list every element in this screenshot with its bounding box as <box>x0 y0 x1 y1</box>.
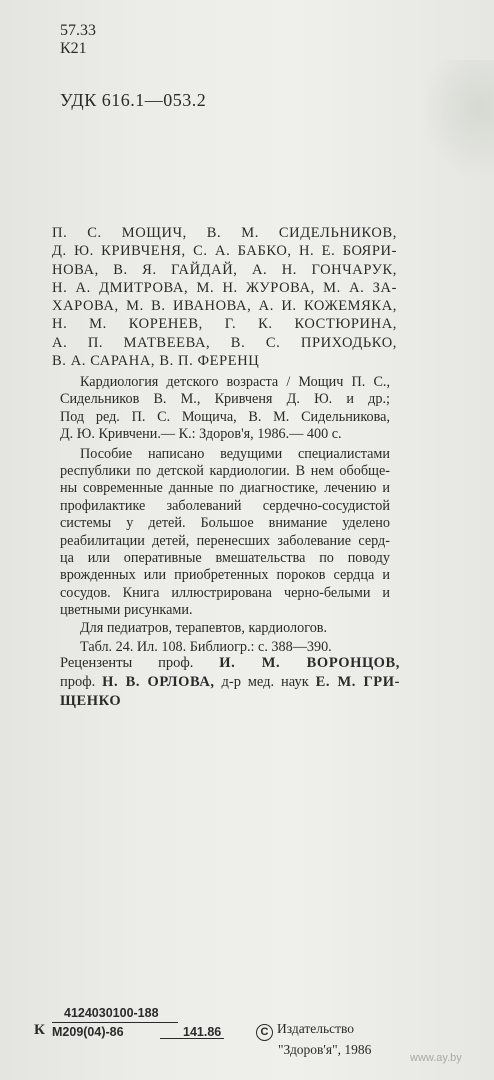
classification-code-2: К21 <box>60 40 87 57</box>
publisher-name-year: "Здоров'я", 1986 <box>278 1042 372 1057</box>
annotation-line: системы у детей. Большое внимание уделено <box>60 515 390 532</box>
publisher-label: Издательство <box>277 1021 355 1036</box>
annotation-line: сосудов. Книга иллюстрирована черно-белыми и <box>60 584 390 601</box>
copyright-block <box>256 1020 371 1059</box>
author-line: Д. Ю. КРИВЧЕНЯ, С. А. БАБКО, Н. Е. БОЯРИ- <box>52 243 397 260</box>
catalog-index-denominator: М209(04)-86 <box>52 1025 124 1039</box>
bibliographic-description <box>60 374 390 657</box>
annotation-line: ца или оперативные вмешательства по поводу <box>60 550 390 567</box>
reviewers-line-3 <box>60 692 400 711</box>
annotation-line: ны современные данные по диагностике, лечению и <box>60 480 390 497</box>
reviewers-line-2 <box>60 673 400 692</box>
annotation-line: реабилитации детей, перенесших заболевание серд- <box>60 532 390 549</box>
catalog-letter: К <box>34 1022 45 1038</box>
page-shadow <box>420 60 494 180</box>
authors-block <box>52 224 397 370</box>
reviewer-name: И. М. ВОРОНЦОВ, <box>219 655 401 671</box>
copyright-line-1 <box>256 1020 371 1041</box>
reviewer-name: Е. М. ГРИ- <box>315 674 401 690</box>
annotation-line: врожденных или приобретенных пороков сердца и <box>60 567 390 584</box>
annotation-line: цветными рисунками. <box>60 602 193 619</box>
annotation-line: профилактике заболеваний сердечно-сосудистой <box>60 497 390 514</box>
catalog-index-fraction <box>52 1006 178 1039</box>
reviewer-degree: д-р мед. наук <box>221 674 309 690</box>
annotation-line: Пособие написано ведущими специалистами <box>80 445 390 462</box>
price-code: 141.86 <box>183 1025 222 1039</box>
citation-line: Под ред. П. С. Мощича, В. М. Сидельникова, <box>60 408 390 425</box>
reviewer-title: проф. <box>60 674 96 690</box>
author-line: А. П. МАТВЕЕВА, В. С. ПРИХОДЬКО, <box>52 334 397 351</box>
copyright-icon: C <box>256 1024 273 1041</box>
citation-line: Д. Ю. Кривчени.— К.: Здоров'я, 1986.— 400 с. <box>60 426 342 443</box>
reviewers-line-1 <box>60 654 400 673</box>
catalog-index-numerator: 4124030100-188 <box>64 1006 159 1020</box>
reviewer-name: Н. В. ОРЛОВА, <box>102 674 215 690</box>
author-line: В. А. САРАНА, В. П. ФЕРЕНЦ <box>52 353 260 370</box>
udk-code: УДК 616.1—053.2 <box>60 90 207 110</box>
author-line: НОВА, В. Я. ГАЙДАЙ, А. Н. ГОНЧАРУК, <box>52 261 397 278</box>
author-line: Н. М. КОРЕНЕВ, Г. К. КОСТЮРИНА, <box>52 316 397 333</box>
reviewers-block <box>60 654 400 711</box>
reviewer-name: ЩЕНКО <box>60 693 122 709</box>
author-line: П. С. МОЩИЧ, В. М. СИДЕЛЬНИКОВ, <box>52 225 397 241</box>
citation-line: Сидельников В. М., Кривченя Д. Ю. и др.; <box>60 391 390 408</box>
citation-line: Кардиология детского возраста / Мощич П. С., <box>80 374 390 390</box>
classification-code-1: 57.33 <box>60 22 96 39</box>
stats-note: Табл. 24. Ил. 108. Библиогр.: с. 388—390. <box>80 639 332 656</box>
author-line: Н. А. ДМИТРОВА, М. Н. ЖУРОВА, М. А. ЗА- <box>52 279 397 296</box>
reviewers-label: Рецензенты проф. <box>60 655 194 671</box>
annotation-line: республики по детской кардиологии. В нем обобще- <box>60 463 390 480</box>
watermark: www.ay.by <box>410 1052 462 1064</box>
author-line: ХАРОВА, М. В. ИВАНОВА, А. И. КОЖЕМЯКА, <box>52 298 397 315</box>
audience-note: Для педиатров, терапевтов, кардиологов. <box>80 619 328 636</box>
